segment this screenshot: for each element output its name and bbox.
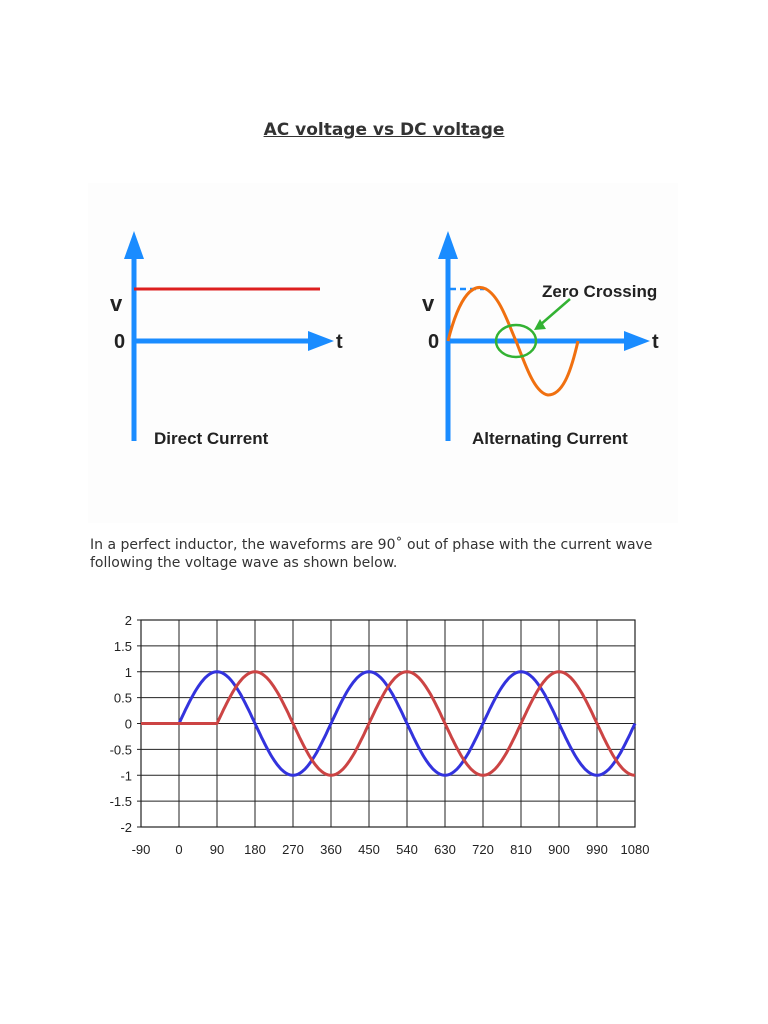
page-title: AC voltage vs DC voltage (263, 120, 505, 140)
dc-caption: Direct Current (154, 429, 269, 448)
x-tick-label: 900 (548, 842, 570, 857)
x-tick-label: 90 (209, 842, 225, 857)
y-tick-label: -2 (120, 820, 132, 835)
y-tick-label: -0.5 (109, 742, 132, 758)
body-paragraph: In a perfect inductor, the waveforms are 90˚ out of phase with the current wave following the voltage wave as shown below. (90, 537, 653, 571)
dc-ac-diagram (88, 183, 678, 523)
y-tick-label: 2 (124, 613, 132, 628)
ac-v-label: v (422, 291, 435, 316)
x-tick-label: 630 (434, 842, 456, 857)
dc-zero-label: 0 (114, 331, 126, 353)
x-tick-label: 540 (396, 842, 418, 857)
x-tick-label: 270 (282, 842, 304, 857)
y-tick-label: 0.5 (113, 690, 132, 706)
x-tick-label: 810 (510, 842, 532, 857)
y-tick-label: -1 (120, 768, 132, 784)
y-tick-label: 1 (124, 664, 132, 680)
x-tick-label: 450 (358, 842, 380, 857)
y-tick-label: 1.5 (113, 638, 132, 654)
zero-crossing-label: Zero Crossing (542, 282, 658, 301)
x-tick-label: 990 (586, 842, 608, 857)
y-tick-label: -1.5 (109, 794, 132, 810)
x-tick-label: 360 (320, 842, 342, 857)
ac-t-label: t (652, 331, 659, 353)
y-tick-label: 0 (124, 716, 132, 732)
x-tick-label: 0 (175, 842, 183, 857)
x-tick-label: -90 (131, 842, 151, 857)
x-tick-label: 180 (244, 842, 266, 857)
ac-zero-label: 0 (428, 331, 440, 353)
x-tick-label: 720 (472, 842, 494, 857)
dc-v-label: v (110, 291, 123, 316)
ac-caption: Alternating Current (472, 429, 628, 448)
x-tick-label: 1080 (620, 842, 650, 857)
phase-wave-chart (100, 610, 660, 865)
dc-t-label: t (336, 331, 343, 353)
